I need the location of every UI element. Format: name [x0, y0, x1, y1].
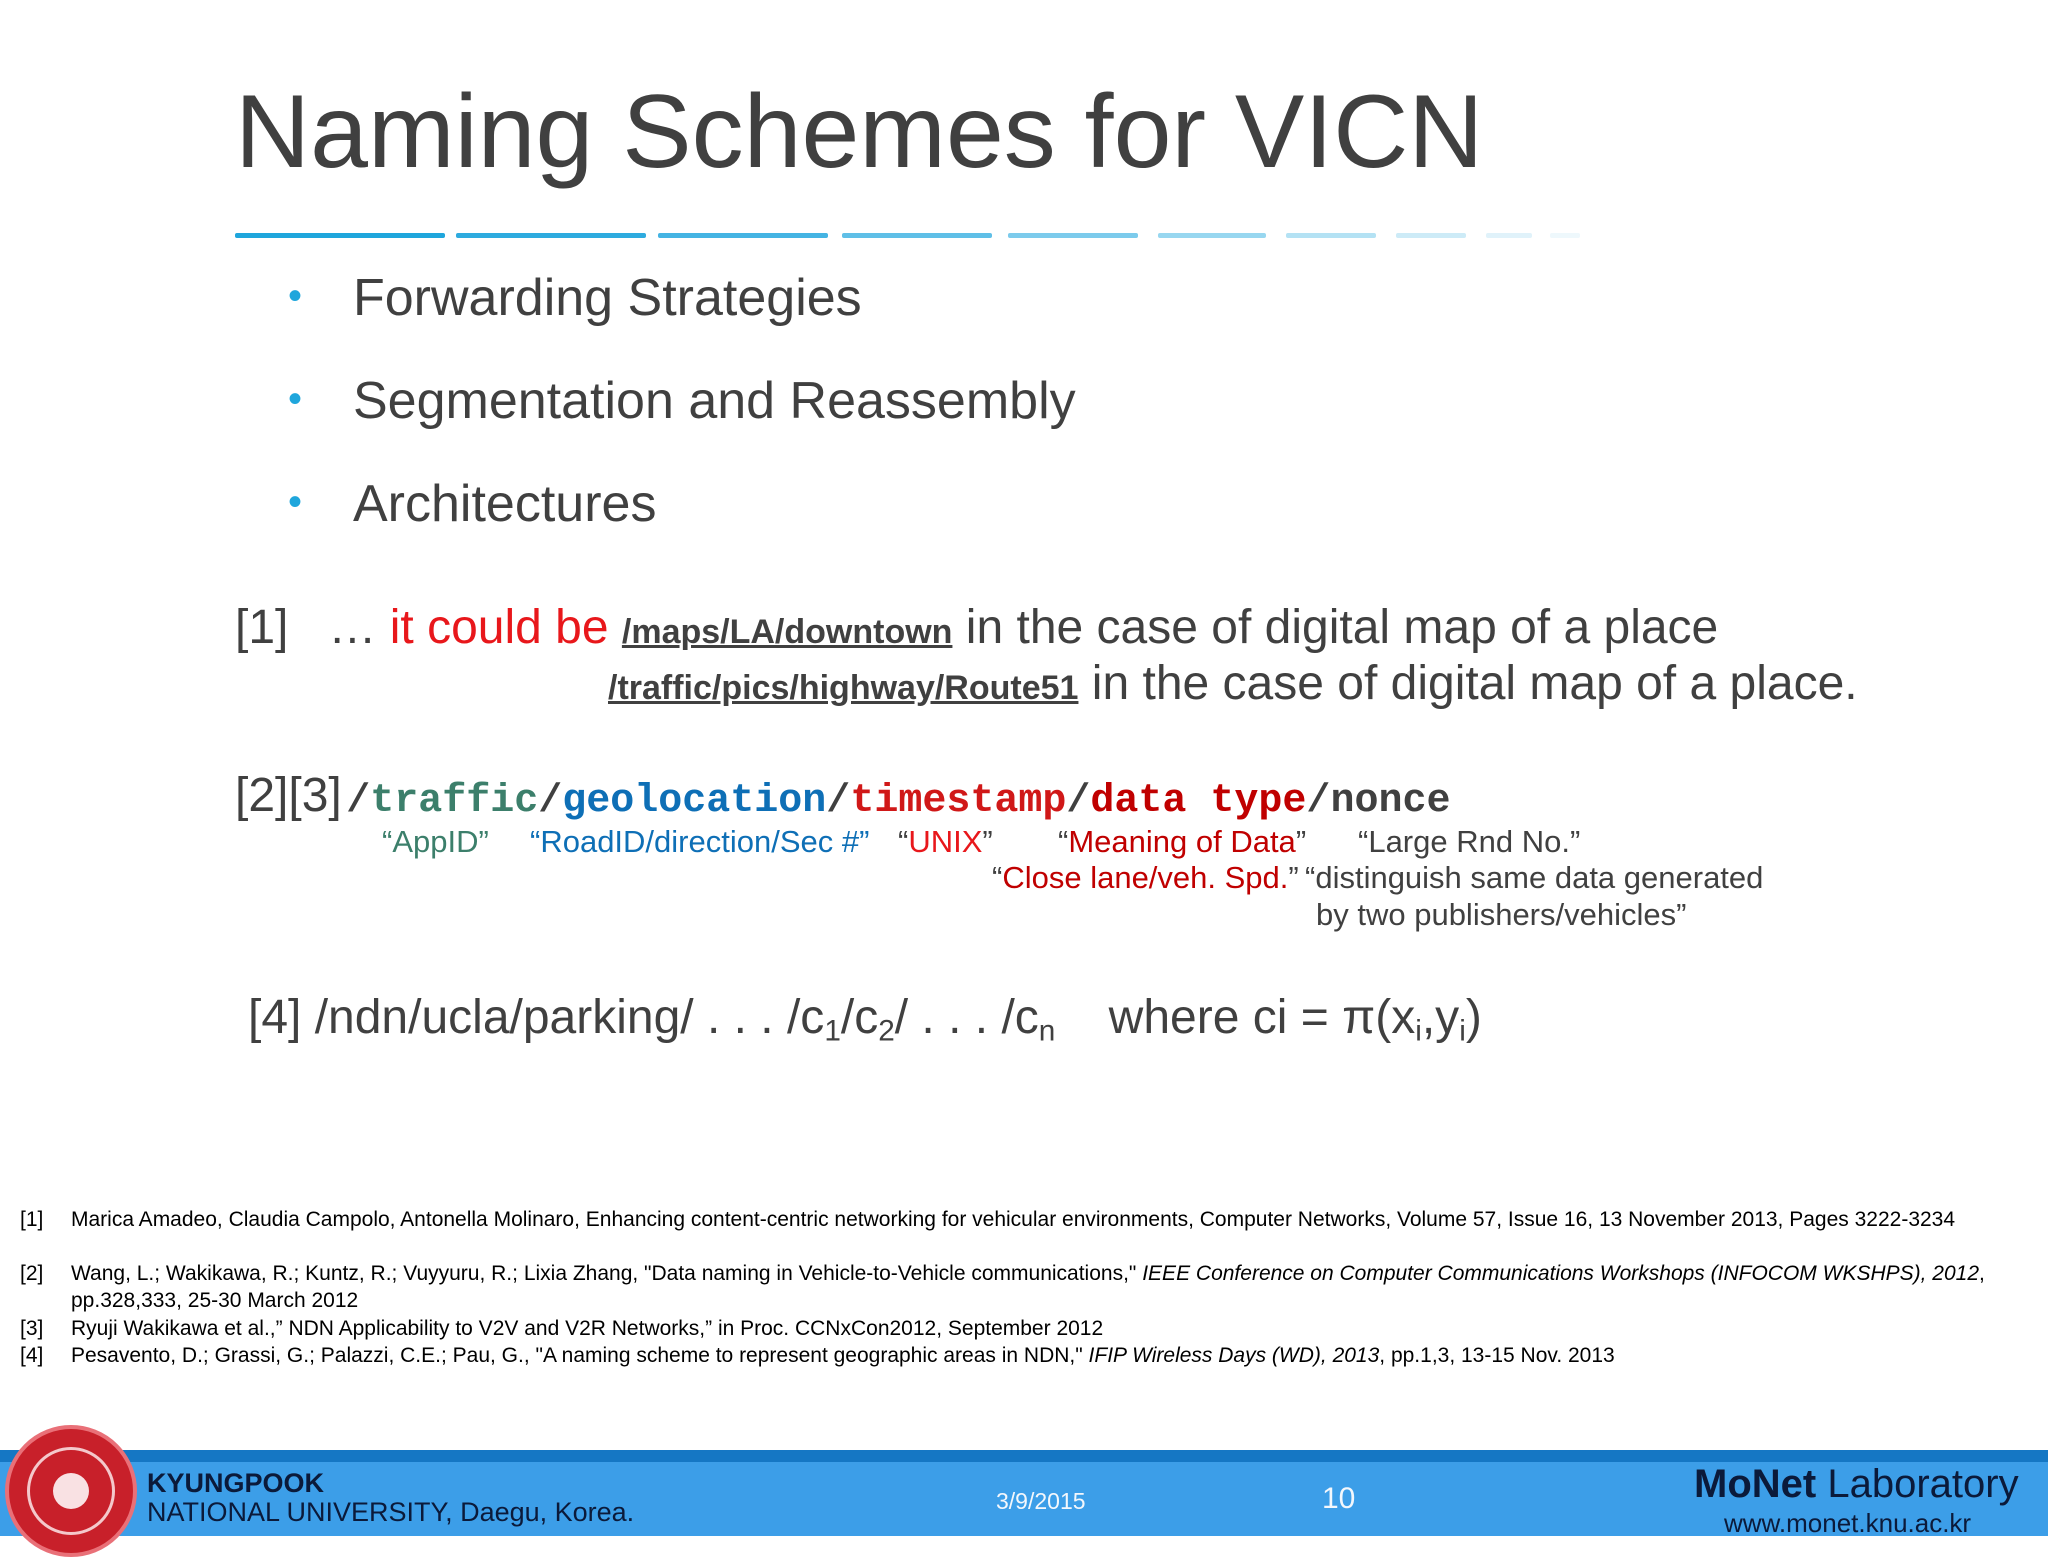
ref1-path1: /maps/LA/downtown [621, 613, 953, 651]
ref1-line1 [235, 600, 1718, 655]
name-nonce: nonce [1330, 779, 1451, 824]
name-traffic: traffic [370, 779, 539, 824]
slide-number: 10 [1322, 1482, 1356, 1515]
anno-appid: “AppID” [382, 824, 489, 859]
university-name-line2: NATIONAL UNIVERSITY, Daegu, Korea. [147, 1497, 635, 1527]
bullet-dot-icon: • [288, 377, 303, 421]
slide-date: 3/9/2015 [996, 1488, 1086, 1514]
name-sep: / [1306, 779, 1331, 824]
name-geolocation: geolocation [562, 779, 827, 824]
footer-top-stripe [0, 1450, 2048, 1462]
bullet-item: Segmentation and Reassembly [353, 372, 1076, 430]
anno-close: “Close lane/veh. Spd.” [992, 860, 1299, 895]
bullet-dot-icon: • [288, 274, 303, 318]
slide-title: Naming Schemes for VICN [235, 74, 1484, 190]
university-name-line1: KYUNGPOOK [147, 1468, 325, 1498]
ref1-label: [1] [235, 601, 289, 654]
name-datatype: data type [1090, 779, 1307, 824]
anno-publishers: by two publishers/vehicles” [1316, 897, 1687, 932]
name-sep: / [1066, 779, 1091, 824]
anno-distinguish: “distinguish same data generated [1305, 860, 1764, 895]
ref1-path2: /traffic/pics/highway/Route51 [608, 669, 1079, 707]
ref1-text2: in the case of digital map of a place. [1091, 657, 1858, 710]
ref23-line [235, 768, 1450, 824]
anno-roadid: “RoadID/direction/Sec #” [530, 824, 870, 859]
ref1-red-text: it could be [389, 601, 609, 654]
ref1-ellipsis: … [328, 601, 377, 654]
name-sep: / [346, 779, 371, 824]
anno-unix: “UNIX” [898, 824, 993, 859]
ref1-text1: in the case of digital map of a place [965, 601, 1719, 654]
name-timestamp: timestamp [850, 779, 1067, 824]
ref1-line2 [608, 656, 1858, 711]
anno-meaning: “Meaning of Data” [1058, 824, 1307, 859]
ref23-label: [2][3] [235, 769, 342, 822]
name-sep: / [538, 779, 563, 824]
university-seal-icon [5, 1425, 137, 1557]
lab-name: MoNet Laboratory [1694, 1462, 2019, 1506]
bullet-item: Architectures [353, 475, 657, 533]
lab-url: www.monet.knu.ac.kr [1724, 1508, 1972, 1538]
ref4-line: [4] /ndn/ucla/parking/ . . . $/c_1/c_2/$ . . . $/c_n$ where ci = $\pi(x_i,y_i)$ [248, 991, 1482, 1048]
bullet-dot-icon: • [288, 480, 303, 524]
name-sep: / [826, 779, 851, 824]
anno-rnd: “Large Rnd No.” [1358, 824, 1581, 859]
bullet-item: Forwarding Strategies [353, 269, 862, 327]
